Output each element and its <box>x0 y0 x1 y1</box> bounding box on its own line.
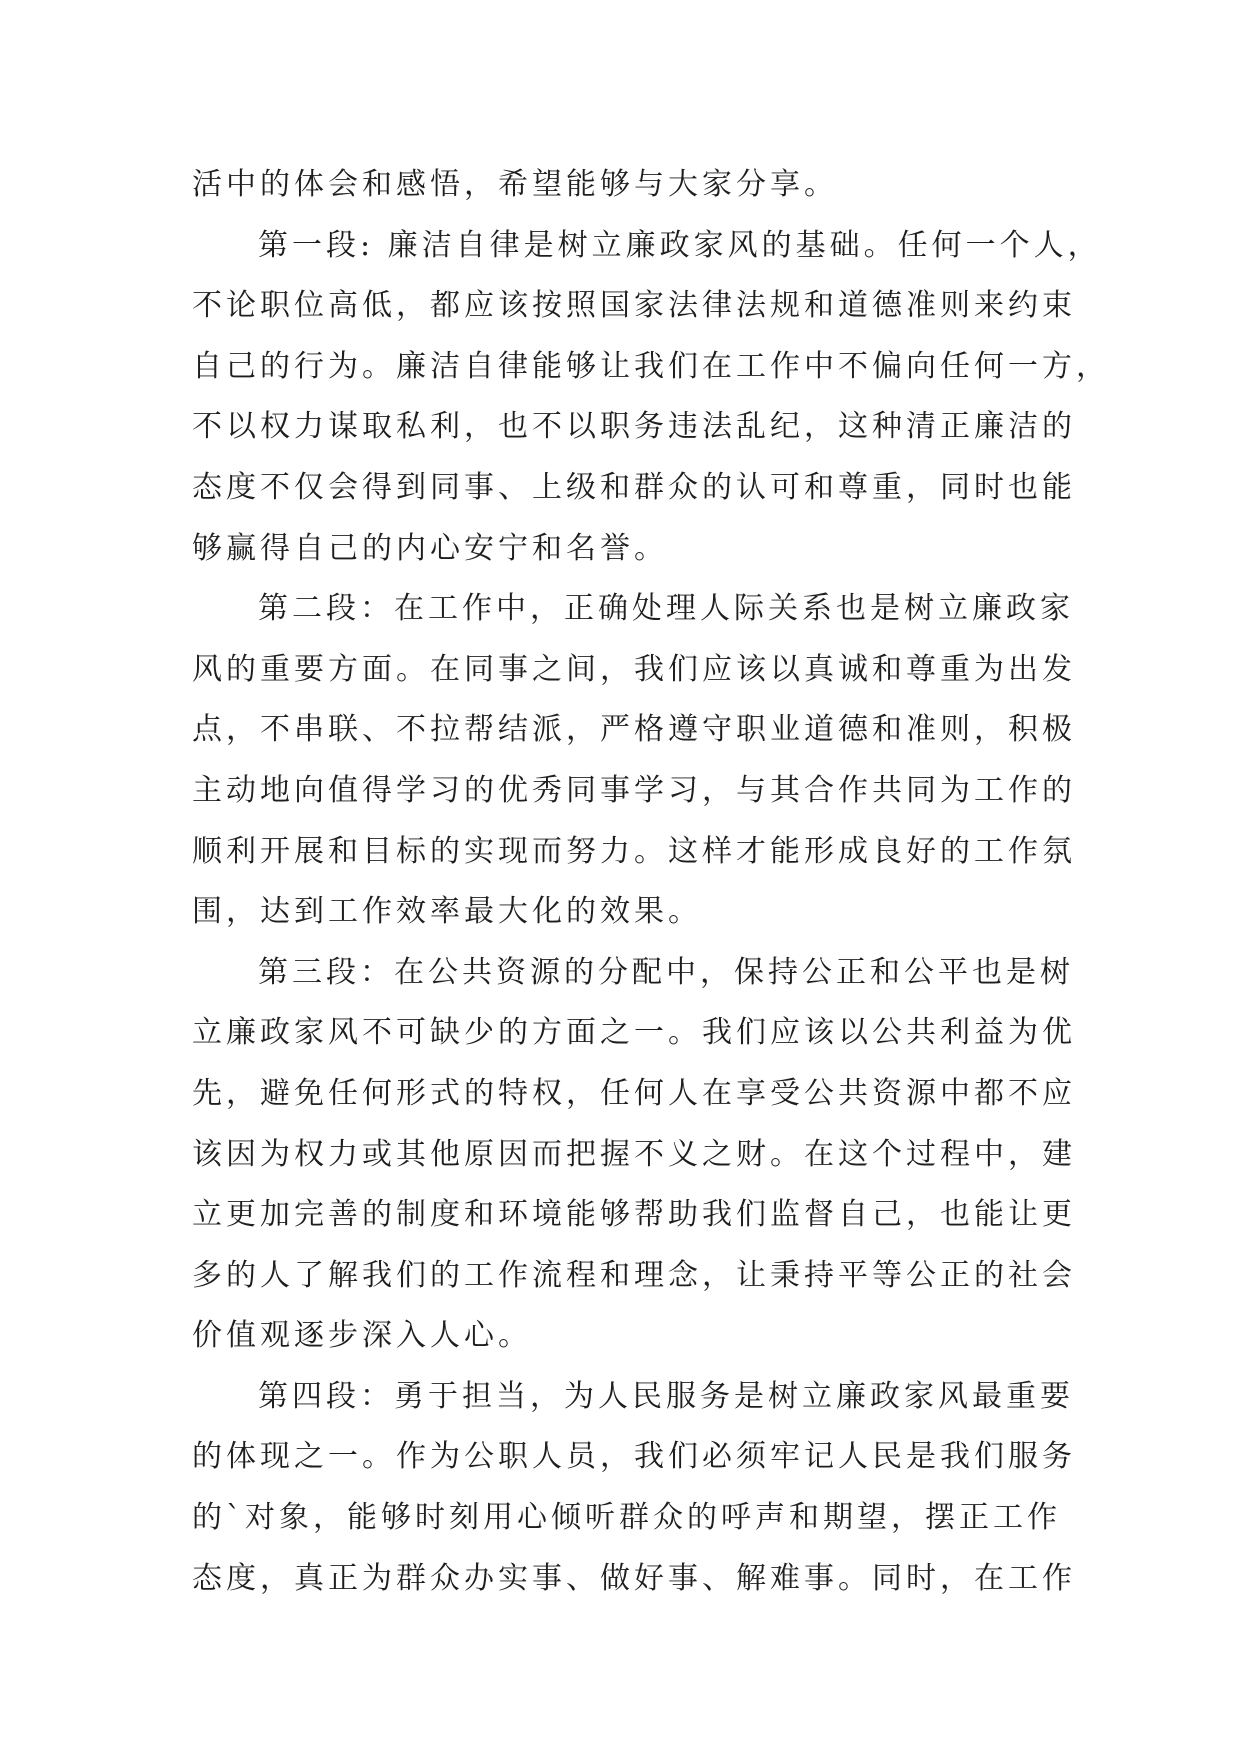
text-line: 态度，真正为群众办实事、做好事、解难事。同时，在工作 <box>192 1560 1076 1596</box>
text-line: 价值观逐步深入人心。 <box>192 1318 532 1354</box>
document-body <box>192 155 1110 1609</box>
text-line: 先，避免任何形式的特权，任何人在享受公共资源中都不应 <box>192 1075 1076 1111</box>
text-line: 风的重要方面。在同事之间，我们应该以真诚和尊重为出发 <box>192 651 1076 687</box>
text-line: 立廉政家风不可缺少的方面之一。我们应该以公共利益为优 <box>192 1015 1076 1051</box>
text-line: 自己的行为。廉洁自律能够让我们在工作中不偏向任何一方， <box>192 348 1110 384</box>
text-line: 多的人了解我们的工作流程和理念，让秉持平等公正的社会 <box>192 1257 1076 1293</box>
text-line: 的体现之一。作为公职人员，我们必须牢记人民是我们服务 <box>192 1439 1076 1475</box>
text-line: 点，不串联、不拉帮结派，严格遵守职业道德和准则，积极 <box>192 712 1076 748</box>
text-line: 不论职位高低，都应该按照国家法律法规和道德准则来约束 <box>192 288 1076 324</box>
text-line: 的`对象，能够时刻用心倾听群众的呼声和期望，摆正工作 <box>192 1500 1061 1536</box>
text-line: 围，达到工作效率最大化的效果。 <box>192 894 702 930</box>
text-line: 第一段: 廉洁自律是树立廉政家风的基础。任何一个人， <box>258 227 1102 263</box>
text-line: 活中的体会和感悟，希望能够与大家分享。 <box>192 167 838 202</box>
text-line: 够赢得自己的内心安宁和名誉。 <box>192 530 668 566</box>
text-line: 第四段：勇于担当，为人民服务是树立廉政家风最重要 <box>258 1378 1074 1414</box>
text-line: 立更加完善的制度和环境能够帮助我们监督自己，也能让更 <box>192 1197 1076 1233</box>
text-line: 主动地向值得学习的优秀同事学习，与其合作共同为工作的 <box>192 772 1076 808</box>
text-line: 顺利开展和目标的实现而努力。这样才能形成良好的工作氛 <box>192 833 1076 869</box>
text-line: 态度不仅会得到同事、上级和群众的认可和尊重，同时也能 <box>192 469 1076 505</box>
text-line: 第三段：在公共资源的分配中，保持公正和公平也是树 <box>258 954 1074 990</box>
text-line: 第二段：在工作中，正确处理人际关系也是树立廉政家 <box>258 591 1074 627</box>
text-line: 不以权力谋取私利，也不以职务违法乱纪，这种清正廉洁的 <box>192 409 1076 445</box>
text-line: 该因为权力或其他原因而把握不义之财。在这个过程中，建 <box>192 1136 1076 1172</box>
